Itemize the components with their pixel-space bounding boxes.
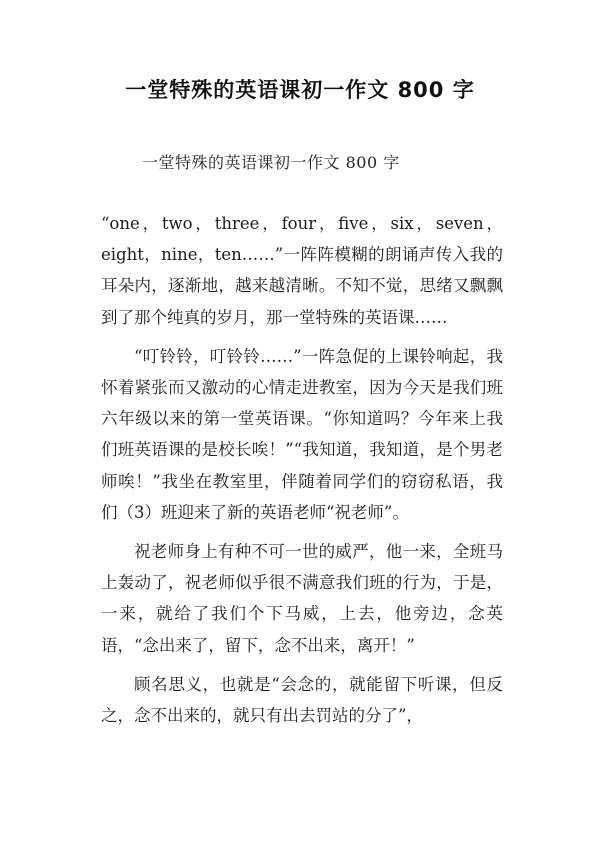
paragraph: 祝老师身上有种不可一世的威严，他一来，全班马上轰动了，祝老师似乎很不满意我们班的行为，于是，一来，就给了我们个下马威，上去，他旁边，念英语，“念出来了，留下，念不出来，离开！” [101,542,503,655]
paragraph: “叮铃铃，叮铃铃……”一阵急促的上课铃响起，我怀着紧张而又激动的心情走进教室，因为今天是我们班六年级以来的第一堂英语课。“你知道吗？今年来上我们班英语课的是校长唉！”“我知道，我知道，是个男老师唉！”我坐在教室里，伴随着同学们的窃窃私语，我们（3）班迎来了新的英语老师“祝老师”。 [101,346,503,522]
document-title: 一堂特殊的英语课初一作文 800 字 [125,78,475,102]
document-body [101,208,503,739]
paragraph: 顾名思义，也就是“会念的，就能留下听课，但反之，念不出来的，就只有出去罚站的分了”， [101,674,503,726]
document-subtitle: 一堂特殊的英语课初一作文 800 字 [142,153,400,172]
paragraph: “one，two，three，four，five，six，seven，eight，nine，ten……”一阵阵模糊的朗诵声传入我的耳朵内，逐渐地，越来越清晰。不知不觉，思绪又飘飘到了那个纯真的岁月，那一堂特殊的英语课…… [101,214,503,327]
